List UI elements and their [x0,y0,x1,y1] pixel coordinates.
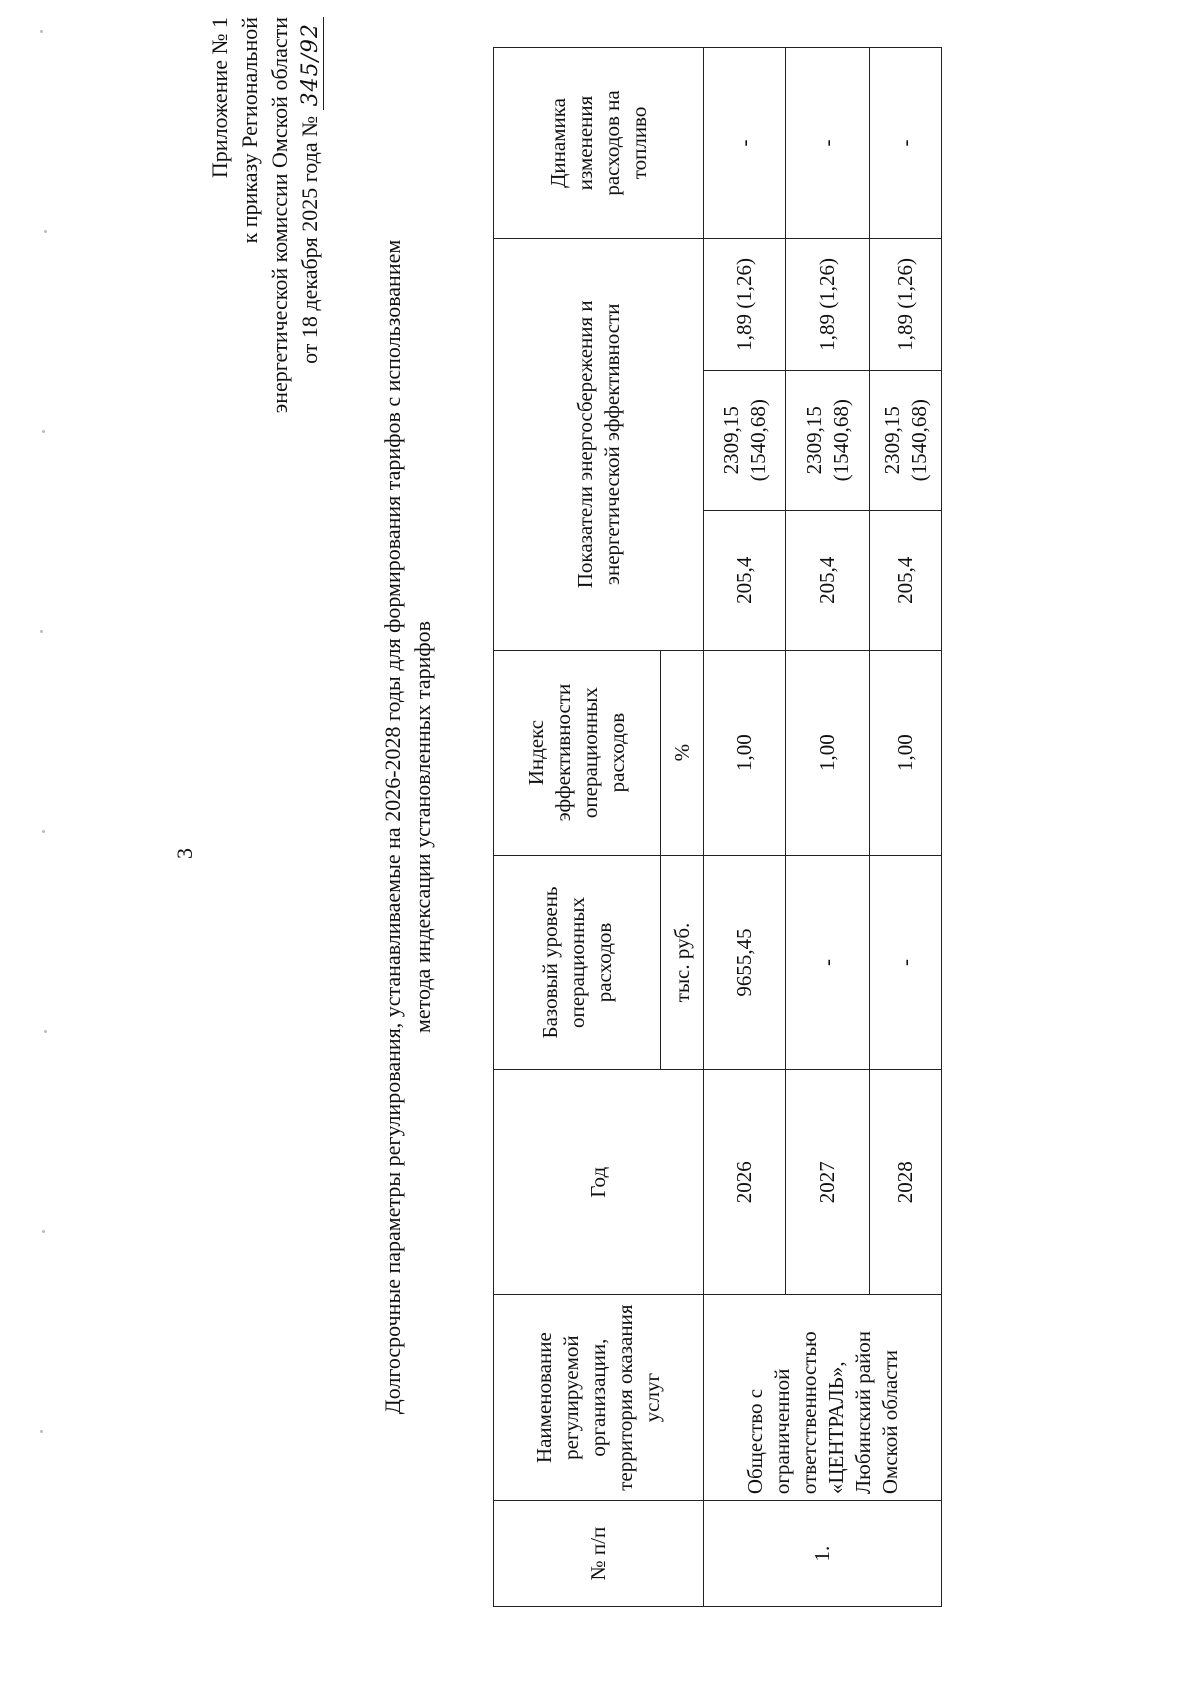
cell-energy-3: 1,89 (1,26) [870,238,942,370]
header-no: № п/п [494,1501,704,1607]
cell-dynamics: - [704,48,786,239]
cell-energy-1: 205,4 [704,510,786,650]
table-row [704,48,786,1607]
cell-energy-1: 205,4 [786,510,870,650]
cell-dynamics: - [870,48,942,239]
document-heading [378,47,438,1607]
appendix-line-2: к приказу Региональной [237,17,262,244]
unit-index: % [661,650,704,855]
cell-base: - [786,855,870,1070]
cell-index: 1,00 [786,650,870,855]
row-no: 1. [704,1501,942,1607]
cell-energy-3: 1,89 (1,26) [704,238,786,370]
row-org: Общество с ограниченной ответственностью «ЦЕНТРАЛЬ», Любинский район Омской области [704,1295,942,1501]
cell-year: 2026 [704,1070,786,1295]
unit-base: тыс. руб. [661,855,704,1070]
cell-year: 2027 [786,1070,870,1295]
table-header-row [494,48,661,1607]
cell-energy-2: 2309,15 (1540,68) [870,370,942,510]
cell-dynamics: - [786,48,870,239]
cell-base: 9655,45 [704,855,786,1070]
heading-line-1: Долгосрочные параметры регулирования, устанавливаемые на 2026-2028 годы для формирования тарифов с использованием [380,239,405,1415]
header-dynamics: Динамика изменения расходов на топливо [494,48,704,239]
cell-energy-2: 2309,15 (1540,68) [786,370,870,510]
header-org: Наименование регулируемой организации, территория оказания услуг [494,1295,704,1501]
parameters-table [493,47,942,1607]
cell-index: 1,00 [870,650,942,855]
heading-line-2: метода индексации установленных тарифов [410,620,435,1034]
header-energy: Показатели энергосбережения и энергетической эффективности [494,238,704,650]
header-year: Год [494,1070,704,1295]
order-number-handwritten: 345/92 [298,17,324,110]
appendix-line-4 [295,17,326,657]
cell-base: - [870,855,942,1070]
header-index: Индекс эффективности операционных расходов [494,650,661,855]
appendix-line-3: энергетической комиссии Омской области [267,17,292,414]
appendix-block [205,17,326,657]
cell-index: 1,00 [704,650,786,855]
cell-energy-3: 1,89 (1,26) [786,238,870,370]
cell-energy-2: 2309,15 (1540,68) [704,370,786,510]
appendix-line-1: Приложение № 1 [207,17,232,179]
header-base: Базовый уровень операционных расходов [494,855,661,1070]
page-number: 3 [172,848,197,859]
cell-energy-1: 205,4 [870,510,942,650]
cell-year: 2028 [870,1070,942,1295]
appendix-date-text: от 18 декабря 2025 года № [297,115,322,364]
